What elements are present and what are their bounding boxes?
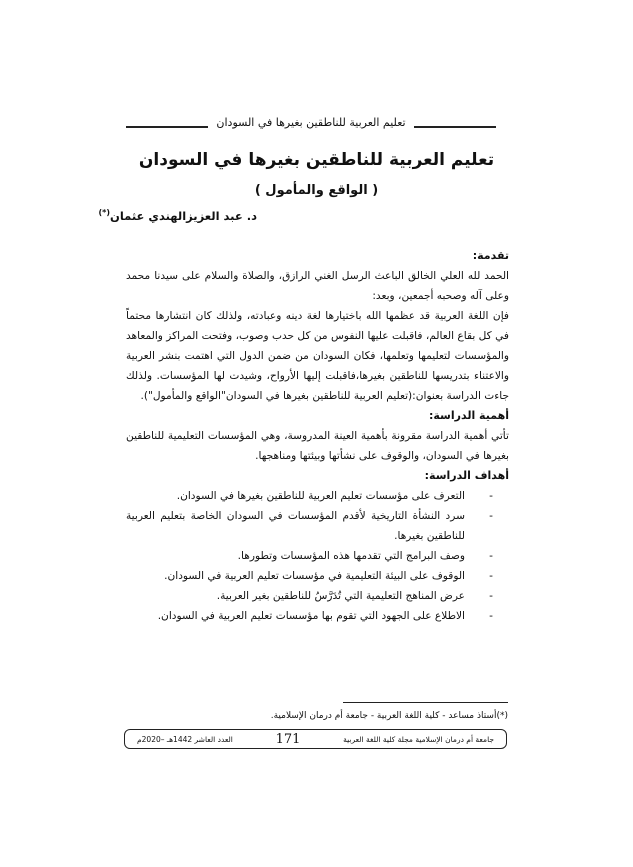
- goals-list: [126, 486, 509, 626]
- footer-journal: جامعة أم درمان الإسلامية مجلة كلية اللغة العربية: [343, 734, 494, 744]
- goal-text: عرض المناهج التعليمية التي تُدَرَّسُ للناطقين بغير العربية.: [216, 590, 465, 602]
- intro-heading: تقدمة:: [472, 249, 509, 262]
- goal-text: الاطلاع على الجهود التي تقوم بها مؤسسات تعليم العربية في السودان.: [157, 610, 465, 622]
- importance-paragraph: تأتي أهمية الدراسة مقرونة بأهمية العينة المدروسة، وهي المؤسسات التعليمية للناطقين بغيرها في السودان، والوقوف على نشأتها وبيئتها ومناهجها.: [126, 430, 509, 462]
- footer-issue: العدد العاشر 1442هـ –2020م: [137, 734, 233, 744]
- footer: [124, 729, 507, 749]
- goal-text: التعرف على مؤسسات تعليم العربية للناطقين بغيرها في السودان.: [176, 490, 465, 502]
- importance-heading: أهمية الدراسة:: [428, 409, 509, 422]
- running-header-text: تعليم العربية للناطقين بغيرها في السودان: [216, 116, 406, 129]
- intro-paragraph-1: الحمد لله العلي الخالق الباعث الرسل الغني الرازق، والصلاة والسلام على سيدنا محمد وعلى آله وصحبه أجمعين، وبعد:: [126, 270, 509, 302]
- bullet-dash: -: [489, 610, 493, 622]
- article-subtitle: ( الواقع والمأمول ): [254, 183, 379, 198]
- bullet-dash: -: [489, 550, 493, 562]
- article-body: [126, 246, 509, 626]
- goal-text: الوقوف على البيئة التعليمية في مؤسسات تعليم العربية في السودان.: [164, 570, 465, 582]
- list-item: [126, 506, 495, 546]
- author-marker: (*): [98, 208, 111, 217]
- list-item: [126, 606, 495, 626]
- running-header: [126, 116, 496, 129]
- header-rule-right: [414, 126, 496, 128]
- bullet-dash: -: [489, 590, 493, 602]
- list-item: [126, 586, 495, 606]
- list-item: [126, 546, 495, 566]
- intro-paragraph-2: فإن اللغة العربية قد عظمها الله باختيارها لغة دينه وعبادته، ولذلك كان انتشارها محتماً في كل بقاع العالم، فاقبلت عليها النفوس من كل حدب وصوب، وفتحت المراكز والمعاهد والمؤسسات لتعليمها وتعلمها، فكان السودان من ضمن الدول التي اهتمت بنشر العربية والاعتناء بتدريسها للناطقين بغيرها،فاقبلت إليها الأرواح، وشيدت لها المؤسسات. ولذلك جاءت الدراسة بعنوان:(تعليم العربية للناطقين بغيرها في السودان"الواقع والمأمول").: [126, 310, 509, 402]
- page-number: 171: [275, 731, 301, 747]
- goal-text: سرد النشأة التاريخية لأقدم المؤسسات في السودان الخاصة بتعليم العربية للناطقين بغيرها.: [126, 510, 465, 542]
- list-item: [126, 566, 495, 586]
- author: [57, 208, 257, 223]
- list-item: [126, 486, 495, 506]
- article-title: تعليم العربية للناطقين بغيرها في السودان: [138, 150, 495, 170]
- footnote: (*)أستاذ مساعد - كلية اللغة العربية - جامعة أم درمان الإسلامية.: [270, 711, 508, 721]
- goals-heading: أهداف الدراسة:: [424, 469, 509, 482]
- bullet-dash: -: [489, 490, 493, 502]
- author-name: د. عبد العزيزالهندي عثمان: [110, 208, 257, 223]
- goal-text: وصف البرامج التي تقدمها هذه المؤسسات وتطورها.: [237, 550, 465, 562]
- header-rule-left: [126, 126, 208, 128]
- footnote-rule: [343, 702, 508, 703]
- bullet-dash: -: [489, 510, 493, 522]
- bullet-dash: -: [489, 570, 493, 582]
